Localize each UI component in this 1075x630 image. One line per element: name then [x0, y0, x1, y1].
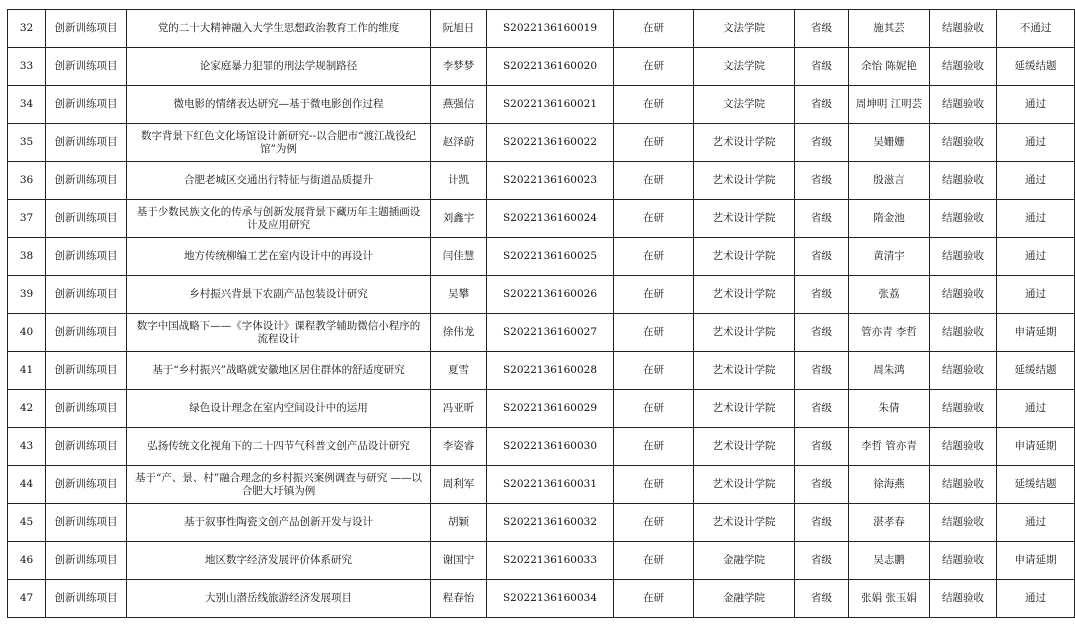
cell-category: 创新训练项目 [46, 200, 127, 238]
cell-result: 通过 [997, 200, 1075, 238]
cell-college: 文法学院 [694, 86, 795, 124]
cell-result: 申请延期 [997, 542, 1075, 580]
cell-leader: 夏雪 [431, 352, 487, 390]
cell-college: 金融学院 [694, 580, 795, 618]
project-table-sheet [7, 9, 1075, 618]
table-row [8, 390, 1075, 428]
cell-status: 在研 [614, 314, 694, 352]
cell-result: 通过 [997, 86, 1075, 124]
cell-college: 艺术设计学院 [694, 504, 795, 542]
cell-level: 省级 [795, 428, 849, 466]
table-row [8, 352, 1075, 390]
cell-status: 在研 [614, 238, 694, 276]
cell-college: 文法学院 [694, 10, 795, 48]
cell-advisor: 周坤明 江明芸 [849, 86, 930, 124]
cell-no: 32 [8, 10, 46, 48]
cell-title: 大别山潜岳线旅游经济发展项目 [127, 580, 431, 618]
cell-category: 创新训练项目 [46, 504, 127, 542]
cell-status: 在研 [614, 48, 694, 86]
cell-stage: 结题验收 [930, 390, 997, 428]
table-row [8, 542, 1075, 580]
cell-stage: 结题验收 [930, 428, 997, 466]
cell-no: 38 [8, 238, 46, 276]
cell-level: 省级 [795, 276, 849, 314]
cell-college: 艺术设计学院 [694, 352, 795, 390]
table-row [8, 428, 1075, 466]
cell-leader: 赵泽蔚 [431, 124, 487, 162]
cell-leader: 程春怡 [431, 580, 487, 618]
table-body [8, 10, 1075, 618]
cell-college: 艺术设计学院 [694, 200, 795, 238]
cell-result: 申请延期 [997, 314, 1075, 352]
cell-stage: 结题验收 [930, 542, 997, 580]
cell-stage: 结题验收 [930, 10, 997, 48]
cell-title: 地方传统柳编工艺在室内设计中的再设计 [127, 238, 431, 276]
cell-level: 省级 [795, 466, 849, 504]
cell-stage: 结题验收 [930, 86, 997, 124]
cell-stage: 结题验收 [930, 238, 997, 276]
cell-status: 在研 [614, 466, 694, 504]
cell-advisor: 施其芸 [849, 10, 930, 48]
cell-advisor: 徐海燕 [849, 466, 930, 504]
cell-result: 通过 [997, 162, 1075, 200]
cell-leader: 徐伟龙 [431, 314, 487, 352]
cell-title: 论家庭暴力犯罪的刑法学规制路径 [127, 48, 431, 86]
table-row [8, 200, 1075, 238]
cell-project-id: S2022136160024 [487, 200, 614, 238]
cell-result: 延缓结题 [997, 48, 1075, 86]
cell-level: 省级 [795, 48, 849, 86]
cell-status: 在研 [614, 428, 694, 466]
cell-college: 文法学院 [694, 48, 795, 86]
cell-college: 艺术设计学院 [694, 238, 795, 276]
cell-no: 34 [8, 86, 46, 124]
project-table [7, 9, 1075, 618]
cell-stage: 结题验收 [930, 580, 997, 618]
table-row [8, 580, 1075, 618]
cell-title: 基于“乡村振兴”战略就安徽地区居住群体的舒适度研究 [127, 352, 431, 390]
cell-advisor: 湛孝春 [849, 504, 930, 542]
cell-no: 36 [8, 162, 46, 200]
cell-status: 在研 [614, 352, 694, 390]
cell-result: 申请延期 [997, 428, 1075, 466]
cell-leader: 阮旭日 [431, 10, 487, 48]
cell-no: 44 [8, 466, 46, 504]
cell-leader: 周利军 [431, 466, 487, 504]
cell-level: 省级 [795, 10, 849, 48]
table-row [8, 504, 1075, 542]
cell-result: 通过 [997, 580, 1075, 618]
cell-college: 艺术设计学院 [694, 390, 795, 428]
cell-project-id: S2022136160021 [487, 86, 614, 124]
cell-level: 省级 [795, 390, 849, 428]
cell-level: 省级 [795, 200, 849, 238]
cell-advisor: 吴志鹏 [849, 542, 930, 580]
cell-college: 艺术设计学院 [694, 466, 795, 504]
cell-leader: 刘鑫宇 [431, 200, 487, 238]
cell-college: 艺术设计学院 [694, 162, 795, 200]
cell-level: 省级 [795, 542, 849, 580]
table-row [8, 48, 1075, 86]
cell-result: 通过 [997, 390, 1075, 428]
cell-college: 金融学院 [694, 542, 795, 580]
cell-advisor: 张荔 [849, 276, 930, 314]
cell-no: 33 [8, 48, 46, 86]
cell-no: 39 [8, 276, 46, 314]
cell-no: 42 [8, 390, 46, 428]
cell-no: 35 [8, 124, 46, 162]
table-row [8, 276, 1075, 314]
cell-title: 基于叙事性陶瓷文创产品创新开发与设计 [127, 504, 431, 542]
table-row [8, 86, 1075, 124]
cell-leader: 李梦梦 [431, 48, 487, 86]
cell-stage: 结题验收 [930, 504, 997, 542]
cell-leader: 谢国宁 [431, 542, 487, 580]
cell-level: 省级 [795, 580, 849, 618]
cell-no: 46 [8, 542, 46, 580]
cell-project-id: S2022136160026 [487, 276, 614, 314]
cell-title: 党的二十大精神融入大学生思想政治教育工作的维度 [127, 10, 431, 48]
cell-status: 在研 [614, 124, 694, 162]
cell-category: 创新训练项目 [46, 238, 127, 276]
cell-no: 41 [8, 352, 46, 390]
cell-level: 省级 [795, 86, 849, 124]
cell-advisor: 朱倩 [849, 390, 930, 428]
cell-stage: 结题验收 [930, 466, 997, 504]
cell-project-id: S2022136160019 [487, 10, 614, 48]
cell-result: 延缓结题 [997, 352, 1075, 390]
cell-status: 在研 [614, 10, 694, 48]
cell-leader: 胡颖 [431, 504, 487, 542]
cell-project-id: S2022136160027 [487, 314, 614, 352]
cell-project-id: S2022136160033 [487, 542, 614, 580]
cell-advisor: 殷滋言 [849, 162, 930, 200]
cell-advisor: 余怡 陈妮艳 [849, 48, 930, 86]
cell-status: 在研 [614, 276, 694, 314]
cell-leader: 闫佳慧 [431, 238, 487, 276]
cell-advisor: 周朱鸿 [849, 352, 930, 390]
cell-stage: 结题验收 [930, 314, 997, 352]
cell-title: 基于“产、景、村”融合理念的乡村振兴案例调查与研究 ——以合肥大圩镇为例 [127, 466, 431, 504]
cell-project-id: S2022136160032 [487, 504, 614, 542]
cell-project-id: S2022136160029 [487, 390, 614, 428]
cell-stage: 结题验收 [930, 200, 997, 238]
cell-level: 省级 [795, 124, 849, 162]
cell-advisor: 李哲 管亦青 [849, 428, 930, 466]
table-row [8, 162, 1075, 200]
cell-leader: 燕强信 [431, 86, 487, 124]
cell-title: 合肥老城区交通出行特征与街道品质提升 [127, 162, 431, 200]
cell-stage: 结题验收 [930, 124, 997, 162]
cell-category: 创新训练项目 [46, 580, 127, 618]
cell-advisor: 管亦青 李哲 [849, 314, 930, 352]
table-row [8, 466, 1075, 504]
cell-project-id: S2022136160020 [487, 48, 614, 86]
cell-category: 创新训练项目 [46, 10, 127, 48]
cell-category: 创新训练项目 [46, 276, 127, 314]
table-row [8, 314, 1075, 352]
cell-category: 创新训练项目 [46, 48, 127, 86]
cell-result: 延缓结题 [997, 466, 1075, 504]
cell-result: 通过 [997, 504, 1075, 542]
cell-leader: 计凯 [431, 162, 487, 200]
cell-college: 艺术设计学院 [694, 124, 795, 162]
cell-category: 创新训练项目 [46, 428, 127, 466]
cell-category: 创新训练项目 [46, 86, 127, 124]
cell-level: 省级 [795, 238, 849, 276]
cell-status: 在研 [614, 200, 694, 238]
cell-result: 通过 [997, 276, 1075, 314]
cell-category: 创新训练项目 [46, 542, 127, 580]
cell-project-id: S2022136160022 [487, 124, 614, 162]
cell-category: 创新训练项目 [46, 466, 127, 504]
cell-leader: 吴攀 [431, 276, 487, 314]
cell-result: 不通过 [997, 10, 1075, 48]
cell-status: 在研 [614, 542, 694, 580]
cell-result: 通过 [997, 238, 1075, 276]
cell-category: 创新训练项目 [46, 314, 127, 352]
cell-stage: 结题验收 [930, 162, 997, 200]
cell-level: 省级 [795, 162, 849, 200]
cell-leader: 李姿睿 [431, 428, 487, 466]
cell-advisor: 吴姗姗 [849, 124, 930, 162]
cell-no: 37 [8, 200, 46, 238]
cell-project-id: S2022136160030 [487, 428, 614, 466]
cell-project-id: S2022136160031 [487, 466, 614, 504]
cell-no: 47 [8, 580, 46, 618]
cell-status: 在研 [614, 504, 694, 542]
cell-title: 弘扬传统文化视角下的二十四节气科普文创产品设计研究 [127, 428, 431, 466]
cell-college: 艺术设计学院 [694, 276, 795, 314]
cell-status: 在研 [614, 390, 694, 428]
cell-title: 微电影的情绪表达研究—基于微电影创作过程 [127, 86, 431, 124]
cell-level: 省级 [795, 352, 849, 390]
cell-status: 在研 [614, 86, 694, 124]
cell-leader: 冯亚昕 [431, 390, 487, 428]
cell-project-id: S2022136160023 [487, 162, 614, 200]
cell-title: 绿色设计理念在室内空间设计中的运用 [127, 390, 431, 428]
cell-college: 艺术设计学院 [694, 428, 795, 466]
cell-advisor: 黄清宇 [849, 238, 930, 276]
cell-category: 创新训练项目 [46, 352, 127, 390]
cell-category: 创新训练项目 [46, 124, 127, 162]
cell-advisor: 隋金池 [849, 200, 930, 238]
table-row [8, 10, 1075, 48]
cell-stage: 结题验收 [930, 48, 997, 86]
table-row [8, 238, 1075, 276]
cell-advisor: 张娟 张玉娟 [849, 580, 930, 618]
cell-title: 数字中国战略下——《字体设计》课程教学辅助微信小程序的流程设计 [127, 314, 431, 352]
cell-college: 艺术设计学院 [694, 314, 795, 352]
cell-title: 基于少数民族文化的传承与创新发展背景下藏历年主题插画设计及应用研究 [127, 200, 431, 238]
cell-no: 45 [8, 504, 46, 542]
cell-title: 乡村振兴背景下农副产品包装设计研究 [127, 276, 431, 314]
cell-result: 通过 [997, 124, 1075, 162]
cell-category: 创新训练项目 [46, 162, 127, 200]
cell-no: 43 [8, 428, 46, 466]
cell-title: 数字背景下红色文化场馆设计新研究--以合肥市“渡江战役纪馆”为例 [127, 124, 431, 162]
table-row [8, 124, 1075, 162]
cell-level: 省级 [795, 314, 849, 352]
cell-title: 地区数字经济发展评价体系研究 [127, 542, 431, 580]
cell-project-id: S2022136160034 [487, 580, 614, 618]
cell-project-id: S2022136160025 [487, 238, 614, 276]
cell-category: 创新训练项目 [46, 390, 127, 428]
cell-stage: 结题验收 [930, 276, 997, 314]
cell-status: 在研 [614, 162, 694, 200]
cell-status: 在研 [614, 580, 694, 618]
cell-no: 40 [8, 314, 46, 352]
cell-project-id: S2022136160028 [487, 352, 614, 390]
cell-stage: 结题验收 [930, 352, 997, 390]
cell-level: 省级 [795, 504, 849, 542]
